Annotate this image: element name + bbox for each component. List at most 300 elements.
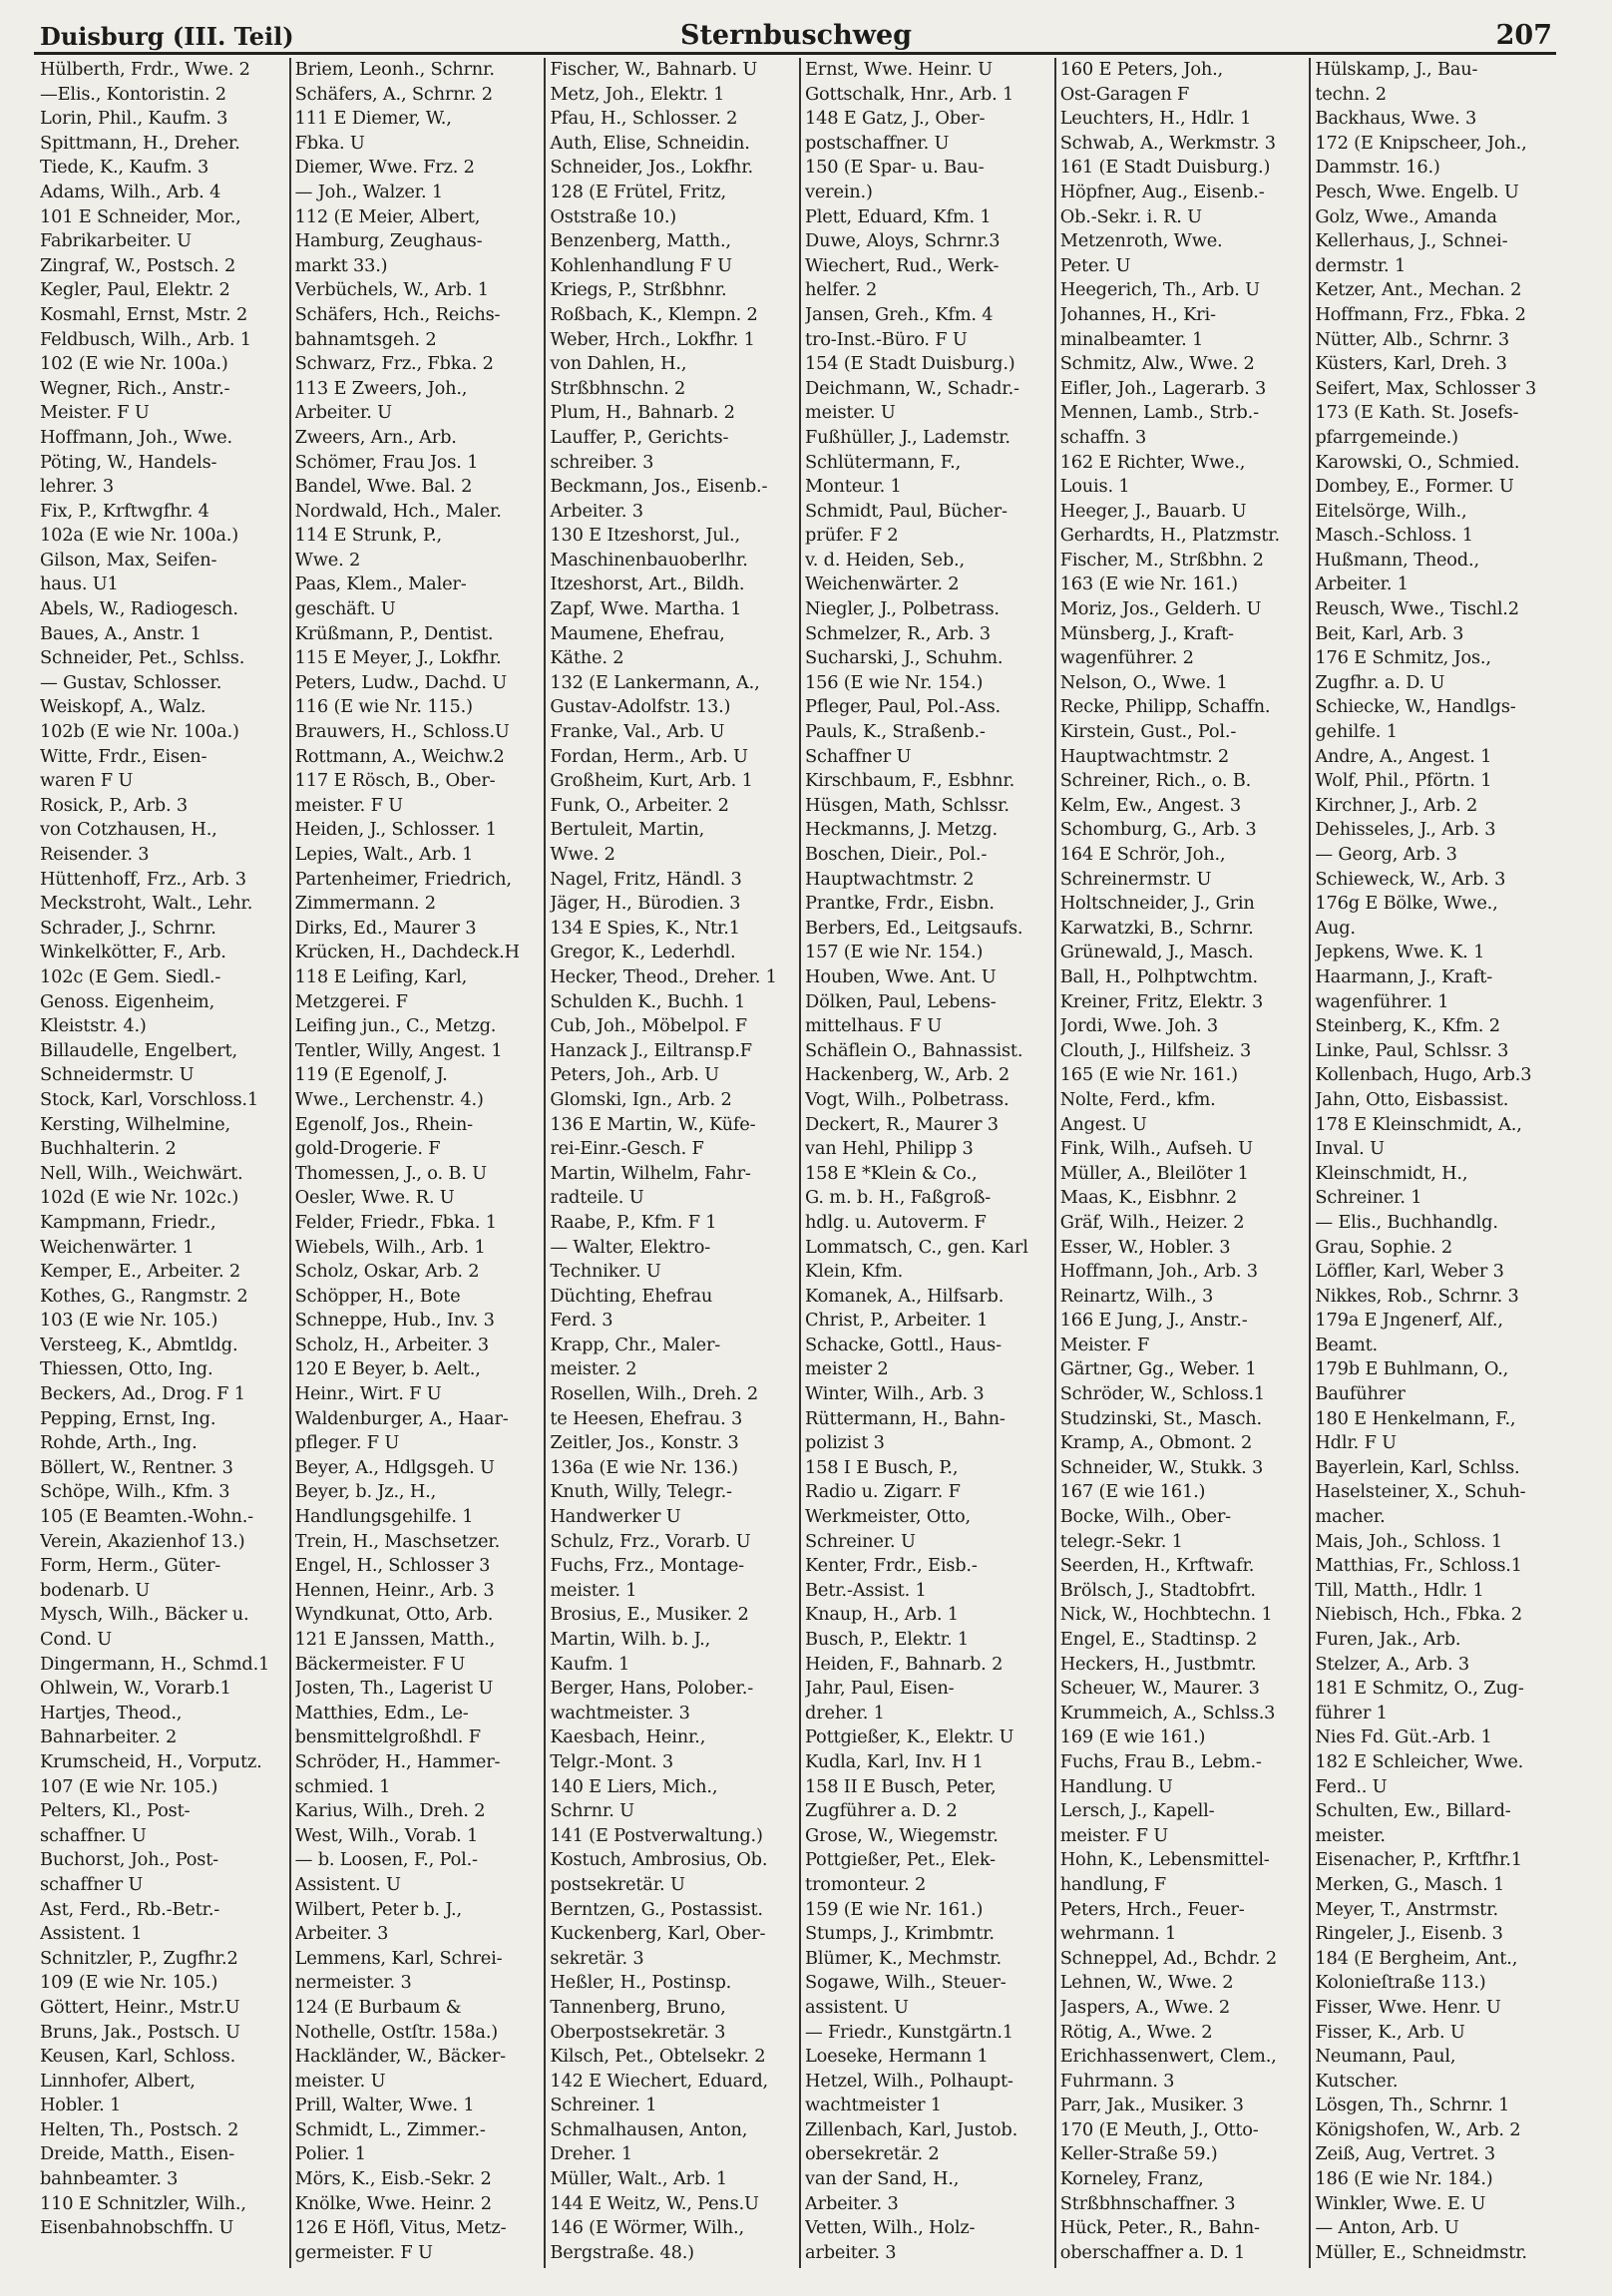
- directory-entry-line: 102 (E wie Nr. 100a.): [40, 353, 228, 375]
- directory-entry-line: Krücken, H., Dachdeck.H: [294, 942, 520, 963]
- directory-entry-line: Gregor, K., Lederhdl.: [550, 942, 736, 963]
- directory-entry-line: Arbeiter. 1: [1315, 574, 1409, 595]
- directory-entry-line: 181 E Schmitz, O., Zug-: [1315, 1678, 1524, 1700]
- directory-entry-line: 113 E Zweers, Joh.,: [294, 377, 468, 399]
- directory-entry-line: prüfer. F 2: [805, 525, 899, 547]
- directory-entry-line: Vetten, Wilh., Holz-: [805, 2217, 976, 2239]
- directory-entry-line: Gerhardts, H., Platzmstr.: [1059, 525, 1280, 547]
- directory-entry-line: Buchorst, Joh., Post-: [40, 1849, 218, 1871]
- directory-entry-line: Ernst, Wwe. Heinr. U: [805, 59, 993, 80]
- directory-entry-line: 130 E Itzeshorst, Jul.,: [550, 525, 740, 547]
- directory-entry-line: 186 (E wie Nr. 184.): [1315, 2168, 1493, 2190]
- header-rule: [34, 52, 1556, 55]
- directory-entry-line: 117 E Rösch, B., Ober-: [294, 770, 496, 792]
- directory-entry-line: 167 (E wie 161.): [1059, 1481, 1206, 1503]
- directory-entry-line: Weichenwärter. 2: [805, 574, 960, 595]
- directory-entry-line: markt 33.): [294, 254, 388, 276]
- directory-entry-line: Martin, Wilh. b. J.,: [550, 1629, 711, 1650]
- column-4: [801, 58, 1056, 2268]
- directory-entry-line: 164 E Schrör, Joh.,: [1059, 844, 1226, 865]
- directory-entry-line: Kosmahl, Ernst, Mstr. 2: [40, 303, 248, 325]
- directory-entry-line: assistent. U: [805, 1996, 909, 2018]
- directory-entry-line: Furen, Jak., Arb.: [1315, 1629, 1461, 1650]
- directory-entry-line: 128 (E Frütel, Fritz,: [550, 181, 726, 202]
- directory-entry-line: Studzinski, St., Masch.: [1059, 1407, 1262, 1429]
- directory-entry-line: — Friedr., Kunstgärtn.1: [805, 2021, 1013, 2043]
- directory-entry-line: Feldbusch, Wilh., Arb. 1: [40, 328, 251, 350]
- directory-entry-line: Meister. F U: [40, 402, 150, 424]
- directory-entry-line: Heiden, J., Schlosser. 1: [294, 819, 497, 841]
- directory-entry-line: 136a (E wie Nr. 136.): [550, 1456, 738, 1478]
- directory-entry-line: Jansen, Greh., Kfm. 4: [805, 303, 994, 325]
- directory-entry-line: Martin, Wilhelm, Fahr-: [550, 1162, 751, 1184]
- directory-entry-line: Fuchs, Frau B., Lebm.-: [1059, 1750, 1262, 1772]
- directory-entry-line: 114 E Strunk, P.,: [294, 525, 442, 547]
- directory-entry-line: 142 E Wiechert, Eduard,: [550, 2070, 768, 2092]
- directory-entry-line: 158 I E Busch, P.,: [805, 1456, 959, 1478]
- directory-entry-line: te Heesen, Ehefrau. 3: [550, 1407, 743, 1429]
- directory-entry-line: Ferd. 3: [550, 1310, 613, 1332]
- directory-entry-line: Kleinschmidt, H.,: [1315, 1162, 1468, 1184]
- directory-entry-line: Kemper, E., Arbeiter. 2: [40, 1261, 241, 1283]
- directory-entry-line: Zweers, Arn., Arb.: [294, 426, 457, 448]
- directory-entry-line: Seerden, H., Krftwafr.: [1059, 1555, 1255, 1577]
- directory-entry-line: Schröder, H., Hammer-: [294, 1750, 501, 1772]
- directory-entry-line: meister. F U: [1059, 1824, 1168, 1846]
- column-1: [36, 58, 291, 2268]
- directory-entry-line: 144 E Weitz, W., Pens.U: [550, 2192, 759, 2214]
- directory-entry-line: Backhaus, Wwe. 3: [1315, 108, 1477, 130]
- directory-entry-line: Nell, Wilh., Weichwärt.: [40, 1162, 243, 1184]
- directory-entry-line: Königshofen, W., Arb. 2: [1315, 2118, 1521, 2140]
- directory-entry-line: Maumene, Ehefrau,: [550, 622, 725, 644]
- directory-entry-line: 178 E Kleinschmidt, A.,: [1315, 1113, 1522, 1135]
- directory-entry-line: Rosellen, Wilh., Dreh. 2: [550, 1383, 759, 1405]
- directory-entry-line: Handlungsgehilfe. 1: [294, 1506, 474, 1528]
- directory-entry-line: Hülskamp, J., Bau-: [1315, 59, 1478, 80]
- directory-entry-line: gold-Drogerie. F: [294, 1138, 441, 1160]
- directory-entry-line: Scholz, Oskar, Arb. 2: [294, 1261, 480, 1283]
- directory-entry-line: Jordi, Wwe. Joh. 3: [1059, 1015, 1219, 1037]
- directory-entry-line: Auth, Elise, Schneidin.: [550, 132, 750, 154]
- directory-entry-line: Pfau, H., Schlosser. 2: [550, 108, 738, 130]
- directory-entry-line: Egenolf, Jos., Rhein-: [294, 1113, 473, 1135]
- directory-entry-line: Hartjes, Theod.,: [40, 1702, 183, 1723]
- directory-entry-line: Weiskopf, A., Walz.: [40, 696, 206, 718]
- directory-entry-line: —Elis., Kontoristin. 2: [40, 83, 226, 105]
- directory-entry-line: Weber, Hrch., Lokfhr. 1: [550, 328, 755, 350]
- directory-entry-line: Müller, A., Bleilöter 1: [1059, 1162, 1249, 1184]
- directory-entry-line: Hdlr. F U: [1315, 1432, 1397, 1454]
- directory-entry-line: 148 E Gatz, J., Ober-: [805, 108, 986, 130]
- directory-entry-line: 103 (E wie Nr. 105.): [40, 1310, 218, 1332]
- directory-entry-line: Kothes, G., Rangmstr. 2: [40, 1285, 248, 1307]
- directory-entry-line: Monteur. 1: [805, 476, 902, 498]
- directory-entry-line: Kersting, Wilhelmine,: [40, 1113, 230, 1135]
- directory-entry-line: Kriegs, P., Strßbhnr.: [550, 279, 727, 301]
- directory-entry-line: Stock, Karl, Vorschloss.1: [40, 1088, 259, 1110]
- directory-entry-line: Nagel, Fritz, Händl. 3: [550, 868, 742, 890]
- directory-entry-line: Sucharski, J., Schuhm.: [805, 647, 1004, 669]
- directory-entry-line: Oststraße 10.): [550, 205, 677, 227]
- directory-entry-line: meister.: [1315, 1824, 1386, 1846]
- directory-entry-line: dermstr. 1: [1315, 254, 1407, 276]
- directory-entry-line: Beamt.: [1315, 1334, 1379, 1355]
- directory-entry-line: 102b (E wie Nr. 100a.): [40, 721, 239, 743]
- directory-entry-line: Tiede, K., Kaufm. 3: [40, 157, 209, 179]
- directory-entry-line: Oberpostsekretär. 3: [550, 2021, 726, 2043]
- directory-entry-line: Krüßmann, P., Dentist.: [294, 622, 494, 644]
- directory-entry-line: Spittmann, H., Dreher.: [40, 132, 240, 154]
- directory-entry-line: 176 E Schmitz, Jos.,: [1315, 647, 1491, 669]
- directory-entry-line: Gärtner, Gg., Weber. 1: [1059, 1358, 1257, 1380]
- directory-entry-line: Löffler, Karl, Weber 3: [1315, 1261, 1504, 1283]
- directory-entry-line: Assistent. U: [294, 1873, 401, 1895]
- directory-entry-line: Bruns, Jak., Postsch. U: [40, 2021, 240, 2043]
- directory-entry-line: Kirstein, Gust., Pol.-: [1059, 721, 1237, 743]
- directory-entry-line: — b. Loosen, F., Pol.-: [294, 1849, 478, 1871]
- directory-entry-line: Hußmann, Theod.,: [1315, 549, 1479, 571]
- directory-entry-line: meister. F U: [294, 794, 403, 816]
- directory-entry-line: Eitelsörge, Wilh.,: [1315, 500, 1467, 522]
- directory-entry-line: Louis. 1: [1059, 476, 1130, 498]
- directory-entry-line: — Joh., Walzer. 1: [294, 181, 444, 202]
- directory-entry-line: 162 E Richter, Wwe.,: [1059, 451, 1246, 473]
- directory-entry-line: Zillenbach, Karl, Justob.: [805, 2118, 1018, 2140]
- directory-entry-line: 126 E Höfl, Vitus, Metz-: [294, 2217, 507, 2239]
- directory-entry-line: Berbers, Ed., Leitgsaufs.: [805, 917, 1023, 939]
- directory-entry-line: Recke, Philipp, Schaffn.: [1059, 696, 1271, 718]
- directory-entry-line: Komanek, A., Hilfsarb.: [805, 1285, 1005, 1307]
- directory-entry-line: Jahn, Otto, Eisbassist.: [1315, 1088, 1509, 1110]
- directory-entry-line: Kirchner, J., Arb. 2: [1315, 794, 1478, 816]
- directory-entry-line: 132 (E Lankermann, A.,: [550, 671, 760, 693]
- directory-entry-line: — Walter, Elektro-: [550, 1236, 711, 1258]
- directory-entry-line: Thiessen, Otto, Ing.: [40, 1358, 213, 1380]
- directory-entry-line: Beckers, Ad., Drog. F 1: [40, 1383, 245, 1405]
- directory-entry-line: Zimmermann. 2: [294, 893, 436, 915]
- header-title: Sternbuschweg: [679, 20, 913, 51]
- directory-entry-line: Wwe. 2: [550, 844, 615, 865]
- directory-entry-line: 120 E Beyer, b. Aelt.,: [294, 1358, 481, 1380]
- directory-entry-line: Rohde, Arth., Ing.: [40, 1432, 198, 1454]
- directory-entry-line: Scholz, H., Arbeiter. 3: [294, 1334, 489, 1355]
- directory-entry-line: Rottmann, A., Weichw.2: [294, 745, 505, 767]
- directory-entry-line: Genoss. Eigenheim,: [40, 990, 215, 1012]
- directory-entry-line: Fabrikarbeiter. U: [40, 230, 192, 252]
- directory-entry-line: minalbeamter. 1: [1059, 328, 1204, 350]
- directory-entry-line: Eifler, Joh., Lagerarb. 3: [1059, 377, 1267, 399]
- directory-entry-line: Ketzer, Ant., Mechan. 2: [1315, 279, 1522, 301]
- directory-entry-line: Metzenroth, Wwe.: [1059, 230, 1223, 252]
- directory-entry-line: Itzeshorst, Art., Bildh.: [550, 574, 745, 595]
- directory-entry-line: tro-Inst.-Büro. F U: [805, 328, 968, 350]
- directory-entry-line: dreher. 1: [805, 1702, 885, 1723]
- directory-entry-line: Glomski, Ign., Arb. 2: [550, 1088, 732, 1110]
- directory-entry-line: Grose, W., Wiegemstr.: [805, 1824, 999, 1846]
- directory-entry-line: Korneley, Franz,: [1059, 2168, 1204, 2190]
- directory-entry-line: Zeiß, Aug, Vertret. 3: [1315, 2143, 1496, 2165]
- directory-entry-line: Kudla, Karl, Inv. H 1: [805, 1750, 984, 1772]
- directory-entry-line: Fix, P., Krftwgfhr. 4: [40, 500, 209, 522]
- directory-entry-line: Ball, H., Polhptwchtm.: [1059, 965, 1259, 987]
- directory-entry-line: van der Sand, H.,: [805, 2168, 960, 2190]
- directory-entry-line: Techniker. U: [550, 1261, 661, 1283]
- directory-entry-line: Wwe., Lerchenstr. 4.): [294, 1088, 484, 1110]
- directory-entry-line: 110 E Schnitzler, Wilh.,: [40, 2192, 246, 2214]
- directory-entry-line: Kilsch, Pet., Obtelsekr. 2: [550, 2046, 766, 2068]
- directory-entry-line: Hanzack J., Eiltransp.F: [550, 1039, 752, 1061]
- directory-entry-line: Hoffmann, Joh., Wwe.: [40, 426, 232, 448]
- directory-entry-line: Brölsch, J., Stadtobfrt.: [1059, 1579, 1256, 1601]
- directory-entry-line: Lersch, J., Kapell-: [1059, 1800, 1215, 1822]
- directory-entry-line: 134 E Spies, K., Ntr.1: [550, 917, 740, 939]
- directory-entry-line: 158 E *Klein & Co.,: [805, 1162, 978, 1184]
- directory-entry-line: Fbka. U: [294, 132, 365, 154]
- directory-entry-line: Jahr, Paul, Eisen-: [805, 1678, 955, 1700]
- directory-columns: [36, 58, 1564, 2268]
- directory-entry-line: bensmittelgroßhdl. F: [294, 1726, 481, 1748]
- directory-entry-line: Zingraf, W., Postsch. 2: [40, 254, 236, 276]
- directory-entry-line: 170 (E Meuth, J., Otto-: [1059, 2118, 1259, 2140]
- directory-entry-line: meister. U: [294, 2070, 386, 2092]
- directory-entry-line: wagenführer. 1: [1315, 990, 1449, 1012]
- directory-entry-line: Busch, P., Elektr. 1: [805, 1629, 969, 1650]
- directory-entry-line: Düchting, Ehefrau: [550, 1285, 713, 1307]
- directory-entry-line: Waldenburger, A., Haar-: [294, 1407, 509, 1429]
- directory-entry-line: pfarrgemeinde.): [1315, 426, 1458, 448]
- column-5: [1056, 58, 1312, 2268]
- directory-entry-line: Angest. U: [1059, 1113, 1147, 1135]
- directory-entry-line: Nick, W., Hochbtechn. 1: [1059, 1604, 1273, 1626]
- directory-entry-line: Schöpe, Wilh., Kfm. 3: [40, 1481, 230, 1503]
- directory-entry-line: Schrnr. U: [550, 1800, 634, 1822]
- directory-entry-line: Bauführer: [1315, 1383, 1406, 1405]
- directory-entry-line: Hoffmann, Frz., Fbka. 2: [1315, 303, 1526, 325]
- directory-entry-line: Schiecke, W., Handlgs-: [1315, 696, 1516, 718]
- directory-entry-line: Franke, Val., Arb. U: [550, 721, 725, 743]
- directory-entry-line: 121 E Janssen, Matth.,: [294, 1629, 496, 1650]
- directory-entry-line: Meyer, T., Anstrmstr.: [1315, 1898, 1498, 1920]
- directory-entry-line: Schlütermann, F.,: [805, 451, 962, 473]
- directory-entry-line: Wiechert, Rud., Werk-: [805, 254, 1000, 276]
- directory-entry-line: Kolonieſtraße 113.): [1315, 1972, 1486, 1994]
- directory-entry-line: Schacke, Gottl., Haus-: [805, 1334, 1002, 1355]
- directory-entry-line: Thomessen, J., o. B. U: [294, 1162, 487, 1184]
- directory-entry-line: meister. U: [805, 402, 896, 424]
- directory-entry-line: Schneidermstr. U: [40, 1064, 195, 1086]
- directory-entry-line: Kellerhaus, J., Schnei-: [1315, 230, 1508, 252]
- directory-entry-line: Kostuch, Ambrosius, Ob.: [550, 1849, 768, 1871]
- directory-entry-line: Peters, Ludw., Dachd. U: [294, 671, 508, 693]
- directory-entry-line: Cond. U: [40, 1629, 113, 1650]
- directory-entry-line: Schmidt, L., Zimmer.-: [294, 2118, 486, 2140]
- directory-entry-line: hdlg. u. Autoverm. F: [805, 1211, 987, 1233]
- directory-entry-line: Masch.-Schloss. 1: [1315, 525, 1473, 547]
- directory-entry-line: Schulden K., Buchh. 1: [550, 990, 746, 1012]
- directory-entry-line: Haarmann, J., Kraft-: [1315, 965, 1493, 987]
- directory-entry-line: Ob.-Sekr. i. R. U: [1059, 205, 1202, 227]
- directory-entry-line: Schöpper, H., Bote: [294, 1285, 461, 1307]
- directory-entry-line: Mennen, Lamb., Strb.-: [1059, 402, 1259, 424]
- directory-entry-line: Reisender. 3: [40, 844, 150, 865]
- directory-entry-line: Höpfner, Aug., Eisenb.-: [1059, 181, 1265, 202]
- directory-entry-line: Buchhalterin. 2: [40, 1138, 177, 1160]
- directory-entry-line: 169 (E wie 161.): [1059, 1726, 1206, 1748]
- directory-entry-line: postschaffner. U: [805, 132, 950, 154]
- directory-entry-line: gehilfe. 1: [1315, 721, 1398, 743]
- directory-entry-line: Duwe, Aloys, Schrnr.3: [805, 230, 1001, 252]
- directory-entry-line: Parr, Jak., Musiker. 3: [1059, 2095, 1244, 2116]
- directory-entry-line: Karwatzki, B., Schrnr.: [1059, 917, 1254, 939]
- directory-entry-line: Hülberth, Frdr., Wwe. 2: [40, 59, 250, 80]
- directory-entry-line: Fink, Wilh., Aufseh. U: [1059, 1138, 1253, 1160]
- directory-entry-line: Leifing jun., C., Metzg.: [294, 1015, 497, 1037]
- directory-entry-line: Nordwald, Hch., Maler.: [294, 500, 502, 522]
- directory-entry-line: Roßbach, K., Klempn. 2: [550, 303, 758, 325]
- directory-entry-line: 107 (E wie Nr. 105.): [40, 1775, 218, 1797]
- directory-entry-line: Eisenbahnobschffn. U: [40, 2217, 234, 2239]
- directory-entry-line: Engel, E., Stadtinsp. 2: [1059, 1629, 1258, 1650]
- directory-entry-line: Schrader, J., Schrnr.: [40, 917, 216, 939]
- directory-entry-line: schmied. 1: [294, 1775, 391, 1797]
- directory-entry-line: Karius, Wilh., Dreh. 2: [294, 1800, 486, 1822]
- directory-entry-line: 140 E Liers, Mich.,: [550, 1775, 718, 1797]
- directory-entry-line: Pottgießer, K., Elektr. U: [805, 1726, 1014, 1748]
- directory-entry-line: arbeiter. 3: [805, 2241, 897, 2263]
- directory-entry-line: — Gustav, Schlosser.: [40, 671, 222, 693]
- directory-entry-line: Hück, Peter., R., Bahn-: [1059, 2217, 1260, 2239]
- directory-entry-line: 163 (E wie Nr. 161.): [1059, 574, 1238, 595]
- directory-entry-line: Winter, Wilh., Arb. 3: [805, 1383, 985, 1405]
- directory-entry-line: Benzenberg, Matth.,: [550, 230, 731, 252]
- directory-entry-line: Betr.-Assist. 1: [805, 1579, 927, 1601]
- directory-entry-line: Strßbhnschn. 2: [550, 377, 686, 399]
- directory-entry-line: Arbeiter. U: [294, 402, 392, 424]
- directory-entry-line: Kleiststr. 4.): [40, 1015, 147, 1037]
- directory-entry-line: Stumps, J., Krimbmtr.: [805, 1923, 995, 1945]
- directory-entry-line: Berger, Hans, Polober.-: [550, 1678, 754, 1700]
- directory-entry-line: Oesler, Wwe. R. U: [294, 1187, 455, 1209]
- directory-entry-line: Keller-Straße 59.): [1059, 2143, 1218, 2165]
- column-3: [546, 58, 801, 2268]
- directory-entry-line: Handlung. U: [1059, 1775, 1173, 1797]
- directory-entry-line: Hennen, Heinr., Arb. 3: [294, 1579, 495, 1601]
- directory-entry-line: 115 E Meyer, J., Lokfhr.: [294, 647, 502, 669]
- directory-entry-line: geschäft. U: [294, 598, 396, 620]
- directory-entry-line: Schneider, Pet., Schlss.: [40, 647, 245, 669]
- directory-entry-line: Pesch, Wwe. Engelb. U: [1315, 181, 1519, 202]
- directory-entry-line: Hauptwachtmstr. 2: [1059, 745, 1230, 767]
- directory-entry-line: Maschinenbauoberlhr.: [550, 549, 748, 571]
- directory-entry-line: Johannes, H., Kri-: [1059, 303, 1216, 325]
- directory-entry-line: Beit, Karl, Arb. 3: [1315, 622, 1464, 644]
- directory-entry-line: Hackenberg, W., Arb. 2: [805, 1064, 1009, 1086]
- directory-entry-line: Assistent. 1: [40, 1923, 143, 1945]
- directory-entry-line: 112 (E Meier, Albert,: [294, 205, 481, 227]
- directory-entry-line: 182 E Schleicher, Wwe.: [1315, 1750, 1524, 1772]
- directory-entry-line: 180 E Henkelmann, F.,: [1315, 1407, 1516, 1429]
- directory-entry-line: Raabe, P., Kfm. F 1: [550, 1211, 717, 1233]
- directory-entry-line: 179b E Buhlmann, O.,: [1315, 1358, 1509, 1380]
- directory-entry-line: Moriz, Jos., Gelderh. U: [1059, 598, 1262, 620]
- directory-entry-line: Kuckenberg, Karl, Ober-: [550, 1923, 766, 1945]
- directory-entry-line: bahnbeamter. 3: [40, 2168, 179, 2190]
- directory-entry-line: Beyer, A., Hdlgsgeh. U: [294, 1456, 495, 1478]
- directory-entry-line: Kaufm. 1: [550, 1653, 630, 1675]
- directory-entry-line: Telgr.-Mont. 3: [550, 1750, 673, 1772]
- directory-entry-line: Helten, Th., Postsch. 2: [40, 2118, 239, 2140]
- directory-entry-line: Kramp, A., Obmont. 2: [1059, 1432, 1253, 1454]
- directory-entry-line: 146 (E Wörmer, Wilh.,: [550, 2217, 744, 2239]
- directory-entry-line: Aug.: [1315, 917, 1356, 939]
- directory-entry-line: Dingermann, H., Schmd.1: [40, 1653, 270, 1675]
- directory-entry-line: Fischer, W., Bahnarb. U: [550, 59, 758, 80]
- directory-entry-line: Reinartz, Wilh., 3: [1059, 1285, 1214, 1307]
- directory-entry-line: sekretär. 3: [550, 1947, 644, 1969]
- directory-entry-line: nermeister. 3: [294, 1972, 412, 1994]
- directory-entry-line: Brauwers, H., Schloss.U: [294, 721, 510, 743]
- directory-entry-line: Wolf, Phil., Pförtn. 1: [1315, 770, 1492, 792]
- directory-entry-line: Niegler, J., Polbetrass.: [805, 598, 1000, 620]
- directory-entry-line: Houben, Wwe. Ant. U: [805, 965, 997, 987]
- directory-entry-line: 157 (E wie Nr. 154.): [805, 942, 984, 963]
- directory-entry-line: Schreinermstr. U: [1059, 868, 1212, 890]
- directory-entry-line: Fußhüller, J., Lademstr.: [805, 426, 1010, 448]
- directory-entry-line: Handwerker U: [550, 1506, 681, 1528]
- directory-entry-line: Reusch, Wwe., Tischl.2: [1315, 598, 1519, 620]
- directory-entry-line: Weichenwärter. 1: [40, 1236, 195, 1258]
- directory-entry-line: Schmidt, Paul, Bücher-: [805, 500, 1008, 522]
- directory-entry-line: Abels, W., Radiogesch.: [40, 598, 238, 620]
- directory-entry-line: Arbeiter. 3: [550, 500, 643, 522]
- directory-entry-line: Heckers, H., Justbmtr.: [1059, 1653, 1257, 1675]
- directory-entry-line: Pottgießer, Pet., Elek-: [805, 1849, 996, 1871]
- directory-entry-line: Briem, Leonh., Schrnr.: [294, 59, 495, 80]
- directory-entry-line: Maas, K., Eisbhnr. 2: [1059, 1187, 1238, 1209]
- directory-entry-line: Verbüchels, W., Arb. 1: [294, 279, 489, 301]
- directory-entry-line: 116 (E wie Nr. 115.): [294, 696, 473, 718]
- directory-entry-line: Niebisch, Hch., Fbka. 2: [1315, 1604, 1523, 1626]
- directory-entry-line: verein.): [805, 181, 873, 202]
- directory-entry-line: Kirschbaum, F., Esbhnr.: [805, 770, 1015, 792]
- directory-entry-line: Fuhrmann. 3: [1059, 2070, 1175, 2092]
- directory-entry-line: germeister. F U: [294, 2241, 433, 2263]
- directory-entry-line: schreiber. 3: [550, 451, 654, 473]
- directory-entry-line: Schaffner U: [805, 745, 912, 767]
- directory-entry-line: 109 (E wie Nr. 105.): [40, 1972, 218, 1994]
- directory-entry-line: v. d. Heiden, Seb.,: [805, 549, 965, 571]
- directory-entry-line: Ast, Ferd., Rb.-Betr.-: [40, 1898, 220, 1920]
- directory-entry-line: Hecker, Theod., Dreher. 1: [550, 965, 777, 987]
- directory-entry-line: Gustav-Adolfstr. 13.): [550, 696, 731, 718]
- directory-entry-line: Linke, Paul, Schlssr. 3: [1315, 1039, 1509, 1061]
- directory-entry-line: Clouth, J., Hilfsheiz. 3: [1059, 1039, 1252, 1061]
- directory-entry-line: Karowski, O., Schmied.: [1315, 451, 1520, 473]
- directory-entry-line: Loeseke, Hermann 1: [805, 2046, 989, 2068]
- directory-entry-line: Lauffer, P., Gerichts-: [550, 426, 729, 448]
- directory-entry-line: 102a (E wie Nr. 100a.): [40, 525, 238, 547]
- directory-entry-line: helfer. 2: [805, 279, 878, 301]
- directory-entry-line: Schmelzer, R., Arb. 3: [805, 622, 991, 644]
- directory-entry-line: Ohlwein, W., Vorarb.1: [40, 1678, 231, 1700]
- directory-entry-line: Holtschneider, J., Grin: [1059, 893, 1255, 915]
- directory-entry-line: Ferd.. U: [1315, 1775, 1388, 1797]
- directory-entry-line: Kampmann, Friedr.,: [40, 1211, 216, 1233]
- directory-entry-line: Schreiner, Rich., o. B.: [1059, 770, 1252, 792]
- directory-entry-line: Rosick, P., Arb. 3: [40, 794, 188, 816]
- directory-entry-line: Schreiner. 1: [550, 2095, 657, 2116]
